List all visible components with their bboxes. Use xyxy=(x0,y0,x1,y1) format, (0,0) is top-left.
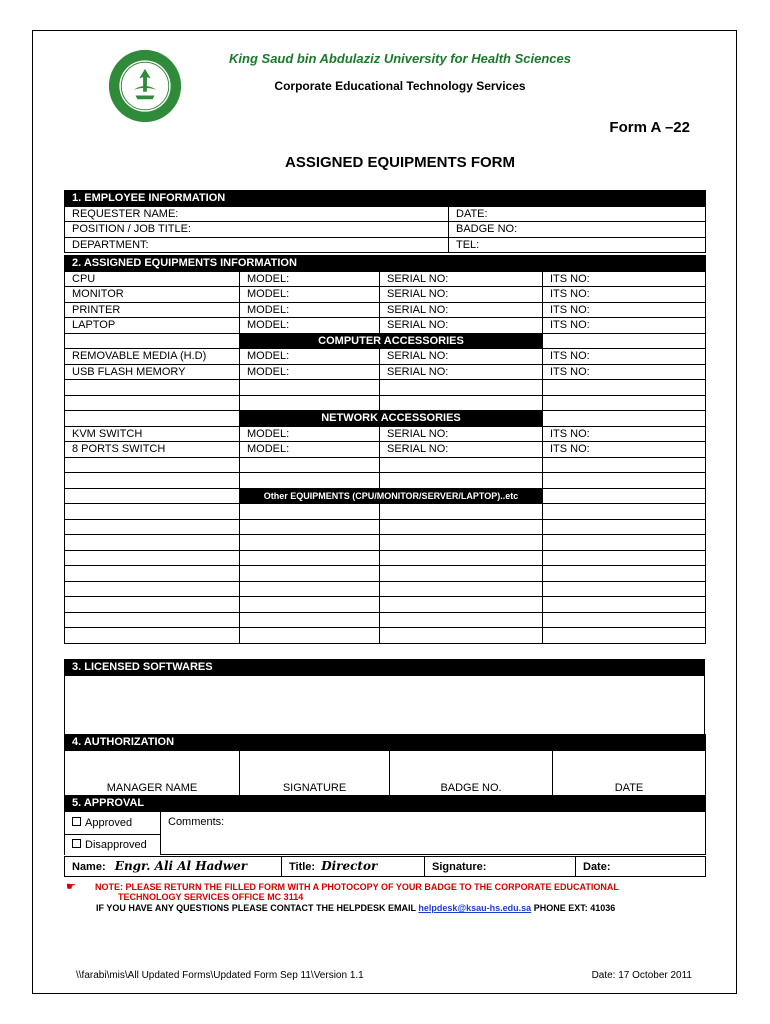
network-accessories-heading: NETWORK ACCESSORIES xyxy=(240,411,543,427)
requester-name-field[interactable]: REQUESTER NAME: xyxy=(65,206,449,222)
equipment-name: LAPTOP xyxy=(65,318,240,334)
blank-cell xyxy=(380,395,543,411)
its-no-field[interactable]: ITS NO: xyxy=(543,287,706,303)
serial-no-field[interactable]: SERIAL NO: xyxy=(380,271,543,287)
title-label: Title: xyxy=(289,861,316,873)
its-no-field[interactable]: ITS NO: xyxy=(543,364,706,380)
other-equipment-row xyxy=(65,612,706,628)
section-heading: 2. ASSIGNED EQUIPMENTS INFORMATION xyxy=(65,256,706,272)
equipment-name: 8 PORTS SWITCH xyxy=(65,442,240,458)
section-heading: 5. APPROVAL xyxy=(65,796,706,812)
blank-cell xyxy=(543,473,706,489)
signature-cell[interactable]: SIGNATURE xyxy=(240,750,390,795)
equipment-row xyxy=(65,318,706,334)
footer-path: \\farabi\mis\All Updated Forms\Updated Form Sep 11\Version 1.1 xyxy=(76,970,364,981)
section-heading: 1. EMPLOYEE INFORMATION xyxy=(65,191,706,207)
other-equipment-cell[interactable] xyxy=(65,597,240,613)
approval-table xyxy=(64,795,706,855)
name-cell xyxy=(65,857,282,877)
licensed-softwares-input[interactable] xyxy=(65,675,705,734)
other-equipment-row xyxy=(65,550,706,566)
blank-cell xyxy=(65,411,240,427)
other-equipment-cell[interactable] xyxy=(543,504,706,520)
serial-no-field[interactable]: SERIAL NO: xyxy=(380,318,543,334)
date-field[interactable]: Date: xyxy=(576,857,706,877)
title-cell xyxy=(282,857,425,877)
serial-no-field[interactable]: SERIAL NO: xyxy=(380,364,543,380)
other-equipment-row xyxy=(65,504,706,520)
blank-cell xyxy=(65,473,240,489)
licensed-softwares-table xyxy=(64,659,705,735)
badge-no-cell[interactable]: BADGE NO. xyxy=(390,750,553,795)
equipment-row xyxy=(65,287,706,303)
title-value: Director xyxy=(321,859,378,873)
its-no-field[interactable]: ITS NO: xyxy=(543,271,706,287)
other-equipment-cell[interactable] xyxy=(543,566,706,582)
note-block xyxy=(78,882,708,913)
date-field[interactable]: DATE: xyxy=(449,206,706,222)
other-equipments-heading: Other EQUIPMENTS (CPU/MONITOR/SERVER/LAPTOP)..etc xyxy=(240,488,543,504)
department-field[interactable]: DEPARTMENT: xyxy=(65,237,449,253)
manager-name-cell[interactable]: MANAGER NAME xyxy=(65,750,240,795)
other-equipment-cell[interactable] xyxy=(543,597,706,613)
blank-cell xyxy=(65,333,240,349)
serial-no-field[interactable]: SERIAL NO: xyxy=(380,349,543,365)
pointing-hand-icon: ☛ xyxy=(66,881,76,893)
section-heading: 3. LICENSED SOFTWARES xyxy=(65,660,705,676)
blank-cell xyxy=(380,473,543,489)
other-equipment-cell[interactable] xyxy=(380,519,543,535)
equipment-row xyxy=(65,442,706,458)
comments-field[interactable] xyxy=(161,811,706,855)
date-cell[interactable]: DATE xyxy=(553,750,706,795)
approved-option[interactable] xyxy=(65,811,161,834)
its-no-field[interactable]: ITS NO: xyxy=(543,302,706,318)
other-equipment-cell[interactable] xyxy=(543,519,706,535)
badge-no-field[interactable]: BADGE NO: xyxy=(449,222,706,238)
equipment-name: REMOVABLE MEDIA (H.D) xyxy=(65,349,240,365)
employee-information-table xyxy=(64,190,706,253)
equipment-name: KVM SWITCH xyxy=(65,426,240,442)
its-no-field[interactable]: ITS NO: xyxy=(543,318,706,334)
footer-date: Date: 17 October 2011 xyxy=(591,970,692,981)
department-name: Corporate Educational Technology Services xyxy=(274,79,526,93)
blank-cell xyxy=(543,395,706,411)
serial-no-field[interactable]: SERIAL NO: xyxy=(380,442,543,458)
equipment-name: MONITOR xyxy=(65,287,240,303)
its-no-field[interactable]: ITS NO: xyxy=(543,442,706,458)
other-equipment-cell[interactable] xyxy=(240,550,380,566)
blank-cell xyxy=(240,395,380,411)
model-field[interactable]: MODEL: xyxy=(240,302,380,318)
other-equipment-cell[interactable] xyxy=(240,612,380,628)
authorization-table xyxy=(64,734,706,796)
other-equipment-row xyxy=(65,535,706,551)
note-line-1: NOTE: PLEASE RETURN THE FILLED FORM WITH A PHOTOCOPY OF YOUR BADGE TO THE CORPORATE EDUCATIONAL xyxy=(95,882,619,892)
blank-cell xyxy=(543,380,706,396)
other-equipment-cell[interactable] xyxy=(65,628,240,644)
its-no-field[interactable]: ITS NO: xyxy=(543,426,706,442)
other-equipment-cell[interactable] xyxy=(240,519,380,535)
disapproved-label: Disapproved xyxy=(85,838,147,851)
other-equipment-cell[interactable] xyxy=(543,535,706,551)
other-equipment-cell[interactable] xyxy=(543,628,706,644)
other-equipment-cell[interactable] xyxy=(380,612,543,628)
equipment-row xyxy=(65,364,706,380)
other-equipment-row xyxy=(65,628,706,644)
helpdesk-email-link[interactable]: helpdesk@ksau-hs.edu.sa xyxy=(418,903,532,913)
other-equipment-cell[interactable] xyxy=(380,581,543,597)
blank-cell xyxy=(380,457,543,473)
other-equipment-cell[interactable] xyxy=(240,628,380,644)
blank-cell xyxy=(240,473,380,489)
serial-no-field[interactable]: SERIAL NO: xyxy=(380,287,543,303)
other-equipment-row xyxy=(65,519,706,535)
blank-cell xyxy=(65,395,240,411)
other-equipment-cell[interactable] xyxy=(65,581,240,597)
other-equipment-cell[interactable] xyxy=(65,535,240,551)
equipment-row xyxy=(65,426,706,442)
equipments-table xyxy=(64,255,706,644)
blank-cell xyxy=(380,380,543,396)
blank-cell xyxy=(543,457,706,473)
other-equipment-cell[interactable] xyxy=(240,504,380,520)
computer-accessories-heading: COMPUTER ACCESSORIES xyxy=(240,333,543,349)
blank-cell xyxy=(543,333,706,349)
other-equipment-cell[interactable] xyxy=(240,535,380,551)
note-line-3 xyxy=(78,903,708,913)
other-equipment-row xyxy=(65,581,706,597)
university-seal-icon xyxy=(107,48,183,124)
comments-label: Comments: xyxy=(168,815,225,828)
tel-field[interactable]: TEL: xyxy=(449,237,706,253)
other-equipment-cell[interactable] xyxy=(380,566,543,582)
form-id: Form A –22 xyxy=(609,119,690,136)
name-value: Engr. Ali Al Hadwer xyxy=(114,859,248,873)
note-line-2: TECHNOLOGY SERVICES OFFICE MC 3114 xyxy=(118,892,304,902)
other-equipment-cell[interactable] xyxy=(380,504,543,520)
other-equipment-row xyxy=(65,566,706,582)
disapproved-checkbox[interactable] xyxy=(72,839,81,848)
approved-label: Approved xyxy=(85,816,133,829)
other-equipment-cell[interactable] xyxy=(65,550,240,566)
other-equipment-cell[interactable] xyxy=(240,566,380,582)
other-equipment-cell[interactable] xyxy=(65,566,240,582)
other-equipment-cell[interactable] xyxy=(380,597,543,613)
blank-cell xyxy=(543,411,706,427)
other-equipment-cell[interactable] xyxy=(543,550,706,566)
blank-cell xyxy=(543,488,706,504)
blank-cell xyxy=(65,457,240,473)
other-equipment-cell[interactable] xyxy=(65,504,240,520)
form-title: ASSIGNED EQUIPMENTS FORM xyxy=(284,154,516,171)
other-equipment-cell[interactable] xyxy=(240,581,380,597)
model-field[interactable]: MODEL: xyxy=(240,287,380,303)
other-equipment-cell[interactable] xyxy=(380,628,543,644)
blank-cell xyxy=(240,380,380,396)
approved-checkbox[interactable] xyxy=(72,817,81,826)
signature-field[interactable]: Signature: xyxy=(425,857,576,877)
equipment-name: CPU xyxy=(65,271,240,287)
blank-cell xyxy=(240,457,380,473)
equipment-row xyxy=(65,349,706,365)
section-heading: 4. AUTHORIZATION xyxy=(65,735,706,751)
model-field[interactable]: MODEL: xyxy=(240,349,380,365)
disapproved-option[interactable] xyxy=(65,834,161,855)
model-field[interactable]: MODEL: xyxy=(240,271,380,287)
other-equipment-cell[interactable] xyxy=(543,581,706,597)
its-no-field[interactable]: ITS NO: xyxy=(543,349,706,365)
other-equipment-row xyxy=(65,597,706,613)
blank-cell xyxy=(65,488,240,504)
serial-no-field[interactable]: SERIAL NO: xyxy=(380,302,543,318)
other-equipment-cell[interactable] xyxy=(380,535,543,551)
model-field[interactable]: MODEL: xyxy=(240,426,380,442)
phone-ext-text: PHONE EXT: 41036 xyxy=(531,903,616,913)
serial-no-field[interactable]: SERIAL NO: xyxy=(380,426,543,442)
equipment-row xyxy=(65,271,706,287)
job-title-field[interactable]: POSITION / JOB TITLE: xyxy=(65,222,449,238)
equipment-name: PRINTER xyxy=(65,302,240,318)
equipment-name: USB FLASH MEMORY xyxy=(65,364,240,380)
university-name: King Saud bin Abdulaziz University for Health Sciences xyxy=(229,51,571,66)
other-equipment-cell[interactable] xyxy=(240,597,380,613)
other-equipment-cell[interactable] xyxy=(65,612,240,628)
name-label: Name: xyxy=(72,861,106,873)
model-field[interactable]: MODEL: xyxy=(240,442,380,458)
equipment-row xyxy=(65,302,706,318)
note-contact-text: IF YOU HAVE ANY QUESTIONS PLEASE CONTACT THE HELPDESK EMAIL xyxy=(96,903,419,913)
model-field[interactable]: MODEL: xyxy=(240,318,380,334)
other-equipment-cell[interactable] xyxy=(380,550,543,566)
model-field[interactable]: MODEL: xyxy=(240,364,380,380)
blank-cell xyxy=(65,380,240,396)
other-equipment-cell[interactable] xyxy=(543,612,706,628)
signoff-table xyxy=(64,856,706,877)
other-equipment-cell[interactable] xyxy=(65,519,240,535)
